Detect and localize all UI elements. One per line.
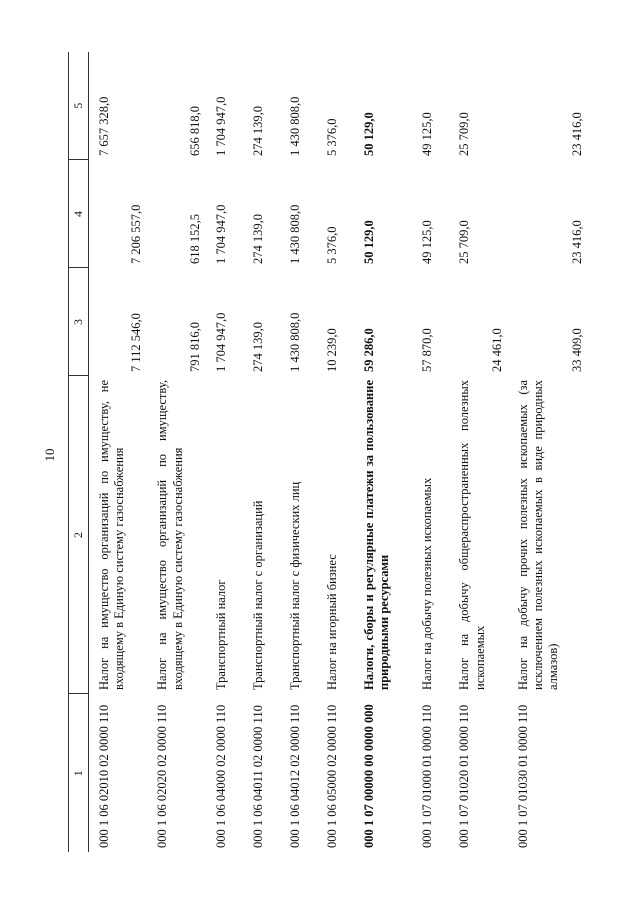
amount-column-4: 7 206 557,0 [129,204,144,264]
amount-column-5: 49 125,0 [420,112,435,156]
revenue-name: Транспортный налог [213,579,228,690]
column-header: 3 [69,268,89,376]
amount-column-3: 57 870,0 [420,328,435,372]
amount-column-5: 7 657 328,0 [96,96,111,156]
amount-column-4: 49 125,0 [420,220,435,264]
amount-column-3: 24 461,0 [489,328,504,372]
revenue-name: Налог на имущество организаций по имуществу, не входящему в Единую систему газоснабжения [96,380,126,690]
revenue-name: Транспортный налог с физических лиц [287,481,302,690]
revenue-name: Транспортный налог с организаций [250,500,265,690]
table-row [243,52,280,852]
revenue-name: Налог на добычу прочих полезных ископаемых (за исключением полезных ископаемых в виде природных алмазов) [515,380,561,690]
table-row [508,52,588,852]
budget-classification-code: 000 1 06 05000 02 0000 110 [324,704,339,848]
column-header: 5 [69,52,89,160]
revenue-name: Налоги, сборы и регулярные платежи за пользование природными ресурсами [361,380,392,690]
amount-column-3: 1 430 808,0 [287,312,302,372]
amount-column-4: 274 139,0 [250,214,265,264]
table-row [449,52,508,852]
amount-column-5: 1 430 808,0 [287,96,302,156]
amount-column-5: 23 416,0 [569,112,584,156]
budget-classification-code: 000 1 06 04011 02 0000 110 [250,705,265,848]
amount-column-5: 1 704 947,0 [213,96,228,156]
column-header: 2 [69,376,89,694]
amount-column-4: 618 152,5 [187,214,202,264]
amount-column-4: 5 376,0 [324,226,339,264]
table-body [88,52,588,852]
table-row [354,52,413,852]
amount-column-4: 23 416,0 [569,220,584,264]
page-number: 10 [42,448,57,462]
amount-column-4: 50 129,0 [361,220,376,264]
budget-classification-code: 000 1 07 01030 01 0000 110 [515,704,530,848]
amount-column-4: 1 430 808,0 [287,204,302,264]
revenue-table [68,52,588,852]
budget-classification-code: 000 1 06 04012 02 0000 110 [287,704,302,848]
amount-column-5: 5 376,0 [324,118,339,156]
table-row [412,52,449,852]
column-header: 1 [69,694,89,852]
amount-column-4: 25 709,0 [457,220,472,264]
budget-classification-code: 000 1 06 02020 02 0000 110 [155,704,170,848]
column-number-header-row [69,52,89,852]
budget-classification-code: 000 1 06 02010 02 0000 110 [96,704,111,848]
amount-column-3: 791 816,0 [187,322,202,372]
amount-column-3: 10 239,0 [324,328,339,372]
revenue-name: Налог на имущество организаций по имуществу, входящему в Единую систему газоснабжения [155,380,185,690]
amount-column-4: 1 704 947,0 [213,204,228,264]
budget-classification-code: 000 1 07 01000 01 0000 110 [420,704,435,848]
amount-column-3: 274 139,0 [250,322,265,372]
table-row [317,52,354,852]
amount-column-3: 59 286,0 [361,328,376,372]
budget-classification-code: 000 1 07 01020 01 0000 110 [457,704,472,848]
budget-classification-code: 000 1 07 00000 00 0000 000 [361,704,376,848]
table-row [206,52,243,852]
amount-column-5: 50 129,0 [361,112,376,156]
revenue-name: Налог на игорный бизнес [324,554,339,690]
rotated-table-container [68,52,588,852]
amount-column-5: 274 139,0 [250,106,265,156]
amount-column-3: 1 704 947,0 [213,312,228,372]
amount-column-3: 7 112 546,0 [129,313,144,372]
column-header: 4 [69,160,89,268]
amount-column-5: 25 709,0 [457,112,472,156]
table-row [280,52,317,852]
revenue-name: Налог на добычу полезных ископаемых [420,477,435,690]
table-row [88,52,147,852]
amount-column-3: 33 409,0 [569,328,584,372]
budget-classification-code: 000 1 06 04000 02 0000 110 [213,704,228,848]
revenue-name: Налог на добычу общераспространенных полезных ископаемых [457,380,487,690]
table-row [147,52,206,852]
amount-column-5: 656 818,0 [187,106,202,156]
